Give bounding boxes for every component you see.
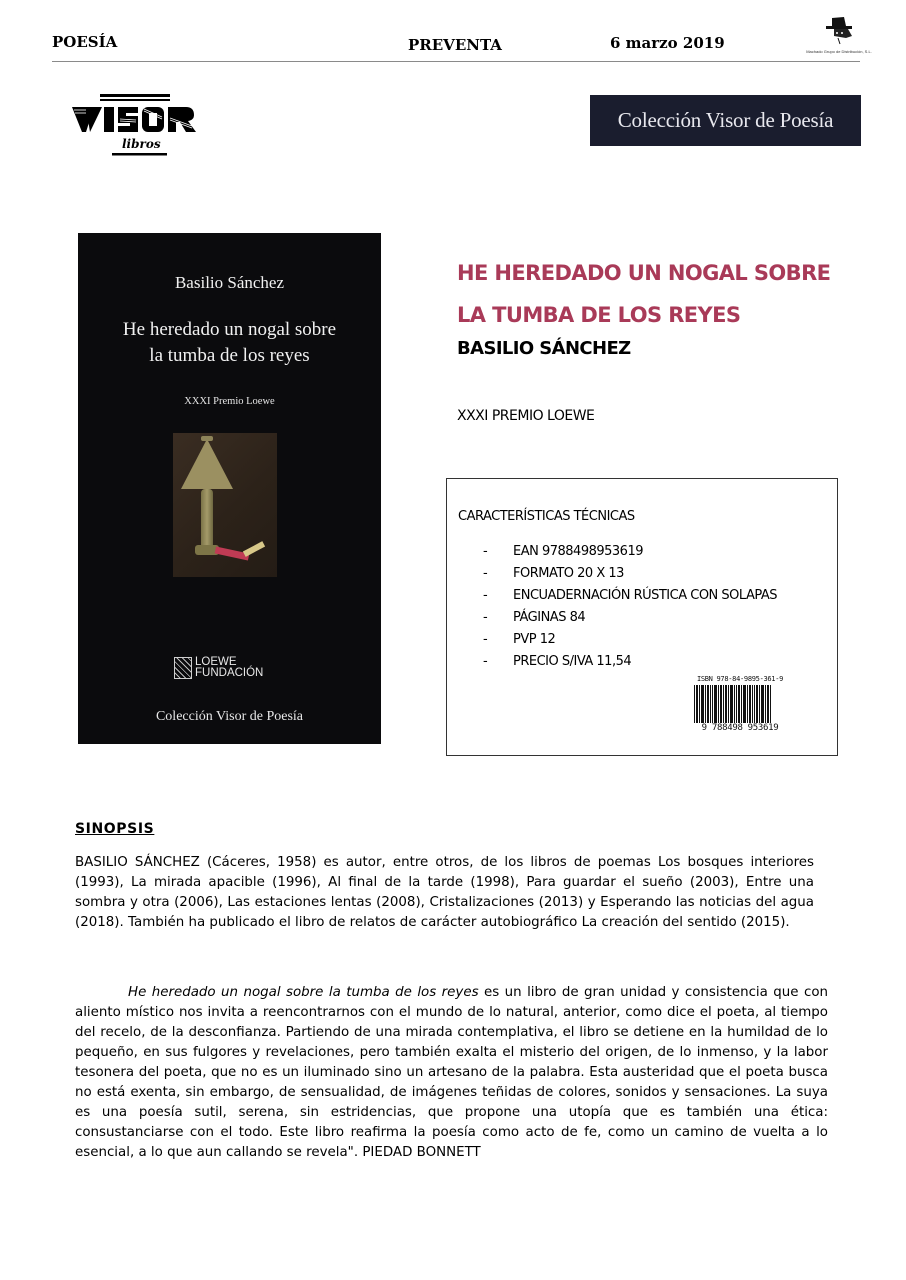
barcode-number: 9 788498 953619 [701, 723, 779, 733]
barcode-isbn: ISBN 978-84-9895-361-9 [696, 675, 784, 683]
specs-heading: CARACTERÍSTICAS TÉCNICAS [458, 509, 635, 524]
spec-item: - PVP 12 [483, 629, 777, 651]
lamp-shade [181, 439, 233, 489]
cover-painting-lamp [173, 433, 277, 577]
presale-label: PREVENTA [408, 36, 502, 54]
loewe-foundation-logo [174, 657, 263, 679]
synopsis-author-bio: BASILIO SÁNCHEZ (Cáceres, 1958) es autor, entre otros, de los libros de poemas Los bosques interiores (1993), La mirada apacible (1996), Al final de la tarde (1998), Para guardar el sueño (2003), Entre una sombra y otra (2006), Las estaciones lentas (2008), Cristalizaciones (2013) y Esperando las noticias del agua (2018). También ha publicado el libro de relatos de carácter autobiográfico La creación del sentido (2015). [75, 855, 814, 930]
spec-item: - ENCUADERNACIÓN RÚSTICA CON SOLAPAS [483, 585, 777, 607]
synopsis-book-title: He heredado un nogal sobre la tumba de los reyes [128, 985, 479, 1000]
synopsis-book-review [75, 983, 828, 1163]
loewe-line1: LOEWE [195, 656, 237, 668]
cover-collection: Colección Visor de Poesía [155, 709, 304, 724]
technical-specs-box [446, 478, 838, 756]
synopsis-heading: SINOPSIS [75, 821, 155, 837]
loewe-text [195, 657, 263, 679]
lamp-stem [201, 489, 213, 551]
book-title-line2: LA TUMBA DE LOS REYES [457, 303, 741, 327]
book-author: BASILIO SÁNCHEZ [457, 338, 631, 359]
spec-item: - PRECIO S/IVA 11,54 [483, 651, 777, 673]
barcode-bars [694, 685, 786, 723]
cover-title-line1: He heredado un nogal sobre [122, 319, 337, 340]
spec-item: - EAN 9788498953619 [483, 541, 777, 563]
book-title [457, 252, 830, 336]
lamp-shade-top [201, 436, 213, 441]
header-divider [52, 61, 860, 62]
distributor-logo [794, 14, 884, 60]
loewe-line2: FUNDACIÓN [195, 667, 264, 679]
section-label: POESÍA [52, 33, 118, 51]
spec-ean: EAN 9788498953619 [513, 544, 643, 559]
cover-author: Basilio Sánchez [174, 273, 285, 292]
specs-list [483, 541, 777, 673]
spec-item: - PÁGINAS 84 [483, 607, 777, 629]
visor-libros-logo [72, 90, 202, 160]
distributor-caption: Machado Grupo de Distribución, S.L. [806, 49, 872, 54]
spec-binding: ENCUADERNACIÓN RÚSTICA CON SOLAPAS [513, 588, 777, 603]
collection-banner: Colección Visor de Poesía [590, 95, 861, 146]
isbn-barcode [681, 675, 799, 743]
book-prize: XXXI PREMIO LOEWE [457, 408, 595, 424]
spec-pages: PÁGINAS 84 [513, 610, 586, 625]
cover-prize: XXXI Premio Loewe [184, 396, 275, 407]
spec-item: - FORMATO 20 X 13 [483, 563, 777, 585]
cover-title-line2: la tumba de los reyes [149, 345, 310, 366]
hat-man-icon [822, 14, 856, 48]
cover-title [78, 317, 381, 369]
svg-text:libros: libros [122, 137, 161, 151]
synopsis-review-text: es un libro de gran unidad y consistencia que con aliento místico nos invita a reencontrarnos con el mundo de lo natural, anterior, como dice el poeta, al tiempo del recelo, de la desconfianza. Partiendo de una mirada contemplativa, el libro se detiene en la humildad de lo pequeño, en sus fulgores y revelaciones, pero también exalta el misterio del origen, de lo inmenso, y la labor tesonera del poeta, que no es un iluminado sino un artesano de la palabra. Esta austeridad que el poeta busca no está exenta, sin embargo, de sensualidad, de imágenes teñidas de colores, sonidos y sensaciones. La suya es una poesía sutil, serena, sin estridencias, que propone una utopía que es también una ética: consustanciarse con el todo. Este libro reafirma la poesía como acto de fe, como un camino de vuelta a lo esencial, a lo que aun callando se revela". PIEDAD BONNETT [75, 985, 828, 1160]
book-title-line1: HE HEREDADO UN NOGAL SOBRE [457, 261, 831, 285]
spec-price-no-vat: PRECIO S/IVA 11,54 [513, 654, 632, 669]
painted-book-pages [243, 541, 265, 557]
loewe-emblem-icon [174, 657, 192, 679]
release-date: 6 marzo 2019 [610, 34, 725, 52]
book-cover-image [78, 233, 381, 744]
spec-pvp: PVP 12 [513, 632, 556, 647]
spec-format: FORMATO 20 X 13 [513, 566, 624, 581]
